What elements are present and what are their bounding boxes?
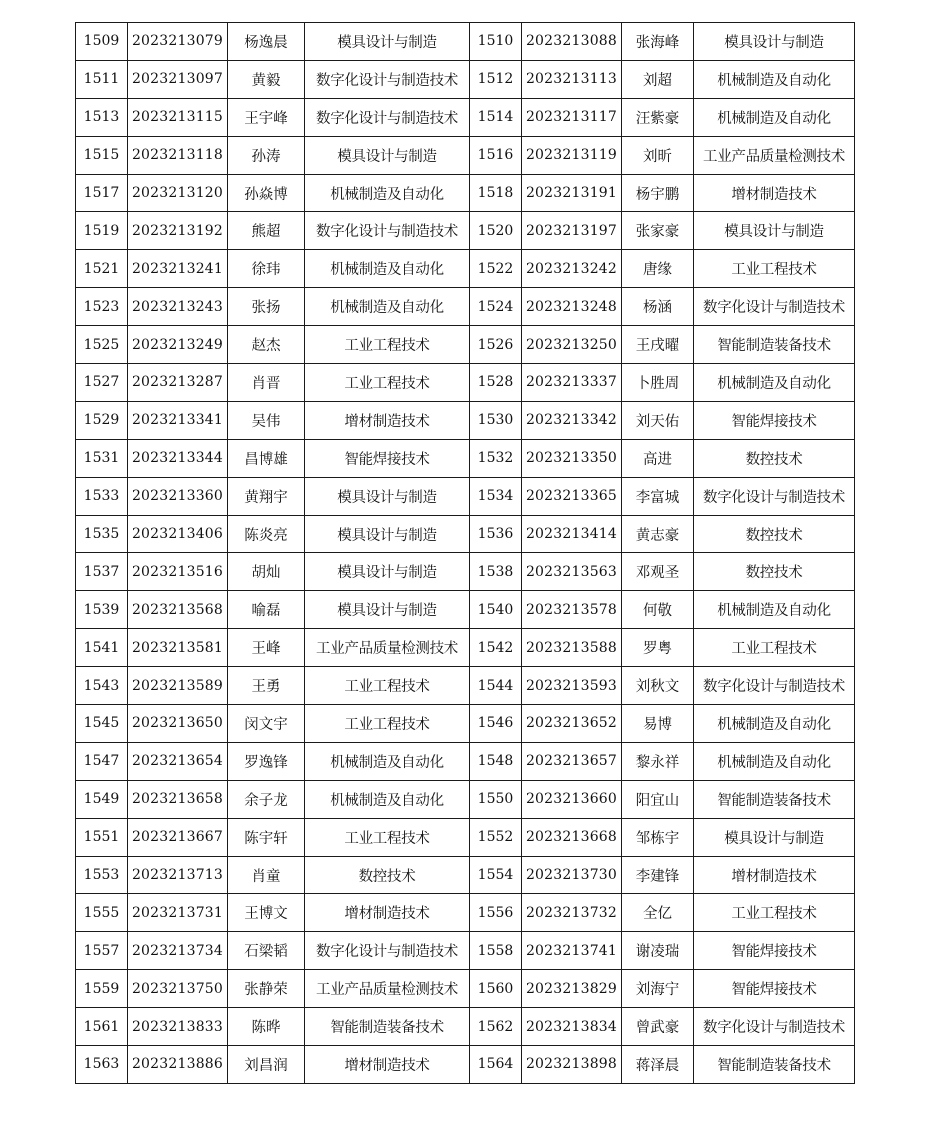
seq-number-cell: 1529 [76, 401, 128, 439]
seq-number-cell: 1538 [470, 553, 522, 591]
table-row [76, 23, 855, 61]
major-cell: 智能制造装备技术 [694, 780, 855, 818]
student-name-cell: 何敬 [622, 591, 694, 629]
student-id-cell: 2023213243 [128, 288, 228, 326]
seq-number-cell: 1530 [470, 401, 522, 439]
student-id-cell: 2023213406 [128, 515, 228, 553]
major-cell: 机械制造及自动化 [694, 705, 855, 743]
student-name-cell: 陈炎亮 [228, 515, 305, 553]
student-name-cell: 吴伟 [228, 401, 305, 439]
table-row [76, 212, 855, 250]
student-name-cell: 黄翔宇 [228, 477, 305, 515]
table-row [76, 780, 855, 818]
student-name-cell: 李富城 [622, 477, 694, 515]
seq-number-cell: 1559 [76, 970, 128, 1008]
major-cell: 数控技术 [694, 553, 855, 591]
student-name-cell: 熊超 [228, 212, 305, 250]
student-name-cell: 陈宇轩 [228, 818, 305, 856]
major-cell: 机械制造及自动化 [305, 780, 470, 818]
seq-number-cell: 1518 [470, 174, 522, 212]
seq-number-cell: 1558 [470, 932, 522, 970]
roster-body [76, 23, 855, 1084]
student-id-cell: 2023213730 [522, 856, 622, 894]
student-name-cell: 刘超 [622, 60, 694, 98]
seq-number-cell: 1562 [470, 1008, 522, 1046]
student-id-cell: 2023213197 [522, 212, 622, 250]
table-row [76, 136, 855, 174]
table-row [76, 894, 855, 932]
student-id-cell: 2023213342 [522, 401, 622, 439]
major-cell: 模具设计与制造 [694, 212, 855, 250]
seq-number-cell: 1537 [76, 553, 128, 591]
table-row [76, 1046, 855, 1084]
student-name-cell: 罗逸锋 [228, 742, 305, 780]
major-cell: 增材制造技术 [305, 401, 470, 439]
table-row [76, 742, 855, 780]
seq-number-cell: 1523 [76, 288, 128, 326]
major-cell: 机械制造及自动化 [305, 250, 470, 288]
student-name-cell: 刘海宁 [622, 970, 694, 1008]
major-cell: 机械制造及自动化 [694, 98, 855, 136]
table-row [76, 326, 855, 364]
student-name-cell: 黄志豪 [622, 515, 694, 553]
seq-number-cell: 1551 [76, 818, 128, 856]
seq-number-cell: 1511 [76, 60, 128, 98]
seq-number-cell: 1509 [76, 23, 128, 61]
seq-number-cell: 1532 [470, 439, 522, 477]
table-row [76, 629, 855, 667]
seq-number-cell: 1541 [76, 629, 128, 667]
major-cell: 数字化设计与制造技术 [694, 667, 855, 705]
student-id-cell: 2023213833 [128, 1008, 228, 1046]
major-cell: 模具设计与制造 [305, 136, 470, 174]
major-cell: 数控技术 [305, 856, 470, 894]
student-id-cell: 2023213117 [522, 98, 622, 136]
student-name-cell: 王博文 [228, 894, 305, 932]
seq-number-cell: 1516 [470, 136, 522, 174]
student-name-cell: 王宇峰 [228, 98, 305, 136]
student-id-cell: 2023213079 [128, 23, 228, 61]
seq-number-cell: 1545 [76, 705, 128, 743]
major-cell: 智能制造装备技术 [305, 1008, 470, 1046]
student-name-cell: 石梁韬 [228, 932, 305, 970]
student-name-cell: 孙焱博 [228, 174, 305, 212]
seq-number-cell: 1547 [76, 742, 128, 780]
major-cell: 智能制造装备技术 [694, 1046, 855, 1084]
student-name-cell: 赵杰 [228, 326, 305, 364]
student-id-cell: 2023213414 [522, 515, 622, 553]
seq-number-cell: 1560 [470, 970, 522, 1008]
seq-number-cell: 1526 [470, 326, 522, 364]
major-cell: 工业产品质量检测技术 [305, 629, 470, 667]
seq-number-cell: 1525 [76, 326, 128, 364]
student-id-cell: 2023213118 [128, 136, 228, 174]
student-name-cell: 王戌曜 [622, 326, 694, 364]
major-cell: 模具设计与制造 [305, 591, 470, 629]
student-id-cell: 2023213654 [128, 742, 228, 780]
student-id-cell: 2023213741 [522, 932, 622, 970]
student-name-cell: 王峰 [228, 629, 305, 667]
seq-number-cell: 1556 [470, 894, 522, 932]
student-name-cell: 刘天佑 [622, 401, 694, 439]
major-cell: 数控技术 [694, 439, 855, 477]
major-cell: 数字化设计与制造技术 [305, 98, 470, 136]
seq-number-cell: 1534 [470, 477, 522, 515]
student-name-cell: 余子龙 [228, 780, 305, 818]
student-id-cell: 2023213660 [522, 780, 622, 818]
table-row [76, 288, 855, 326]
student-id-cell: 2023213898 [522, 1046, 622, 1084]
major-cell: 模具设计与制造 [694, 818, 855, 856]
student-id-cell: 2023213563 [522, 553, 622, 591]
student-id-cell: 2023213097 [128, 60, 228, 98]
student-id-cell: 2023213568 [128, 591, 228, 629]
table-row [76, 591, 855, 629]
student-name-cell: 黎永祥 [622, 742, 694, 780]
student-name-cell: 张家豪 [622, 212, 694, 250]
student-id-cell: 2023213191 [522, 174, 622, 212]
major-cell: 机械制造及自动化 [694, 742, 855, 780]
student-name-cell: 高进 [622, 439, 694, 477]
table-row [76, 818, 855, 856]
student-name-cell: 李建锋 [622, 856, 694, 894]
major-cell: 数控技术 [694, 515, 855, 553]
seq-number-cell: 1543 [76, 667, 128, 705]
student-id-cell: 2023213113 [522, 60, 622, 98]
major-cell: 机械制造及自动化 [305, 288, 470, 326]
major-cell: 智能制造装备技术 [694, 326, 855, 364]
seq-number-cell: 1519 [76, 212, 128, 250]
seq-number-cell: 1524 [470, 288, 522, 326]
major-cell: 增材制造技术 [694, 856, 855, 894]
seq-number-cell: 1544 [470, 667, 522, 705]
student-name-cell: 杨涵 [622, 288, 694, 326]
seq-number-cell: 1515 [76, 136, 128, 174]
major-cell: 数字化设计与制造技术 [305, 932, 470, 970]
student-name-cell: 邓观圣 [622, 553, 694, 591]
table-row [76, 401, 855, 439]
student-name-cell: 杨宇鹏 [622, 174, 694, 212]
table-row [76, 98, 855, 136]
table-row [76, 477, 855, 515]
seq-number-cell: 1555 [76, 894, 128, 932]
student-name-cell: 罗粤 [622, 629, 694, 667]
major-cell: 机械制造及自动化 [305, 742, 470, 780]
student-id-cell: 2023213886 [128, 1046, 228, 1084]
table-row [76, 60, 855, 98]
student-id-cell: 2023213713 [128, 856, 228, 894]
major-cell: 数字化设计与制造技术 [694, 288, 855, 326]
seq-number-cell: 1557 [76, 932, 128, 970]
seq-number-cell: 1533 [76, 477, 128, 515]
student-name-cell: 杨逸晨 [228, 23, 305, 61]
seq-number-cell: 1536 [470, 515, 522, 553]
table-row [76, 932, 855, 970]
student-id-cell: 2023213581 [128, 629, 228, 667]
major-cell: 机械制造及自动化 [694, 364, 855, 402]
student-id-cell: 2023213750 [128, 970, 228, 1008]
table-row [76, 515, 855, 553]
major-cell: 机械制造及自动化 [305, 174, 470, 212]
seq-number-cell: 1512 [470, 60, 522, 98]
major-cell: 模具设计与制造 [305, 23, 470, 61]
table-row [76, 705, 855, 743]
student-name-cell: 阳宜山 [622, 780, 694, 818]
student-id-cell: 2023213731 [128, 894, 228, 932]
student-id-cell: 2023213115 [128, 98, 228, 136]
student-name-cell: 张扬 [228, 288, 305, 326]
seq-number-cell: 1513 [76, 98, 128, 136]
student-name-cell: 陈晔 [228, 1008, 305, 1046]
student-name-cell: 肖晋 [228, 364, 305, 402]
student-id-cell: 2023213249 [128, 326, 228, 364]
student-name-cell: 张静荣 [228, 970, 305, 1008]
major-cell: 模具设计与制造 [305, 553, 470, 591]
seq-number-cell: 1563 [76, 1046, 128, 1084]
major-cell: 增材制造技术 [305, 894, 470, 932]
student-id-cell: 2023213248 [522, 288, 622, 326]
major-cell: 数字化设计与制造技术 [305, 60, 470, 98]
student-name-cell: 蒋泽晨 [622, 1046, 694, 1084]
major-cell: 智能焊接技术 [694, 970, 855, 1008]
table-row [76, 364, 855, 402]
seq-number-cell: 1527 [76, 364, 128, 402]
table-row [76, 439, 855, 477]
student-name-cell: 肖童 [228, 856, 305, 894]
seq-number-cell: 1522 [470, 250, 522, 288]
student-id-cell: 2023213652 [522, 705, 622, 743]
seq-number-cell: 1535 [76, 515, 128, 553]
seq-number-cell: 1528 [470, 364, 522, 402]
major-cell: 增材制造技术 [694, 174, 855, 212]
student-id-cell: 2023213589 [128, 667, 228, 705]
seq-number-cell: 1520 [470, 212, 522, 250]
student-name-cell: 卜胜周 [622, 364, 694, 402]
student-name-cell: 曾武豪 [622, 1008, 694, 1046]
seq-number-cell: 1531 [76, 439, 128, 477]
major-cell: 数字化设计与制造技术 [694, 1008, 855, 1046]
major-cell: 工业工程技术 [305, 705, 470, 743]
major-cell: 工业工程技术 [305, 326, 470, 364]
student-name-cell: 刘秋文 [622, 667, 694, 705]
seq-number-cell: 1554 [470, 856, 522, 894]
student-id-cell: 2023213829 [522, 970, 622, 1008]
student-id-cell: 2023213732 [522, 894, 622, 932]
student-name-cell: 汪紫豪 [622, 98, 694, 136]
student-name-cell: 王勇 [228, 667, 305, 705]
major-cell: 模具设计与制造 [694, 23, 855, 61]
student-id-cell: 2023213588 [522, 629, 622, 667]
student-id-cell: 2023213668 [522, 818, 622, 856]
table-row [76, 970, 855, 1008]
major-cell: 智能焊接技术 [694, 401, 855, 439]
seq-number-cell: 1510 [470, 23, 522, 61]
major-cell: 机械制造及自动化 [694, 591, 855, 629]
major-cell: 工业工程技术 [305, 364, 470, 402]
student-id-cell: 2023213119 [522, 136, 622, 174]
seq-number-cell: 1542 [470, 629, 522, 667]
seq-number-cell: 1548 [470, 742, 522, 780]
student-name-cell: 闵文宇 [228, 705, 305, 743]
student-name-cell: 黄毅 [228, 60, 305, 98]
student-id-cell: 2023213242 [522, 250, 622, 288]
student-name-cell: 唐缘 [622, 250, 694, 288]
seq-number-cell: 1514 [470, 98, 522, 136]
major-cell: 模具设计与制造 [305, 477, 470, 515]
table-row [76, 553, 855, 591]
student-id-cell: 2023213834 [522, 1008, 622, 1046]
student-id-cell: 2023213120 [128, 174, 228, 212]
seq-number-cell: 1517 [76, 174, 128, 212]
student-name-cell: 谢凌瑞 [622, 932, 694, 970]
seq-number-cell: 1552 [470, 818, 522, 856]
student-id-cell: 2023213287 [128, 364, 228, 402]
student-id-cell: 2023213360 [128, 477, 228, 515]
table-row [76, 856, 855, 894]
major-cell: 工业工程技术 [694, 629, 855, 667]
student-id-cell: 2023213365 [522, 477, 622, 515]
student-id-cell: 2023213192 [128, 212, 228, 250]
major-cell: 工业工程技术 [305, 818, 470, 856]
table-row [76, 1008, 855, 1046]
major-cell: 工业工程技术 [694, 894, 855, 932]
student-id-cell: 2023213578 [522, 591, 622, 629]
student-name-cell: 全亿 [622, 894, 694, 932]
major-cell: 工业工程技术 [305, 667, 470, 705]
student-id-cell: 2023213650 [128, 705, 228, 743]
major-cell: 工业产品质量检测技术 [305, 970, 470, 1008]
seq-number-cell: 1539 [76, 591, 128, 629]
student-id-cell: 2023213241 [128, 250, 228, 288]
student-roster-table [75, 22, 855, 1084]
major-cell: 数字化设计与制造技术 [694, 477, 855, 515]
student-id-cell: 2023213657 [522, 742, 622, 780]
student-name-cell: 喻磊 [228, 591, 305, 629]
major-cell: 模具设计与制造 [305, 515, 470, 553]
seq-number-cell: 1549 [76, 780, 128, 818]
student-id-cell: 2023213337 [522, 364, 622, 402]
student-name-cell: 胡灿 [228, 553, 305, 591]
student-id-cell: 2023213344 [128, 439, 228, 477]
seq-number-cell: 1561 [76, 1008, 128, 1046]
seq-number-cell: 1564 [470, 1046, 522, 1084]
student-id-cell: 2023213593 [522, 667, 622, 705]
major-cell: 机械制造及自动化 [694, 60, 855, 98]
student-name-cell: 张海峰 [622, 23, 694, 61]
student-name-cell: 昌博雄 [228, 439, 305, 477]
student-id-cell: 2023213350 [522, 439, 622, 477]
student-id-cell: 2023213341 [128, 401, 228, 439]
student-name-cell: 孙涛 [228, 136, 305, 174]
table-row [76, 250, 855, 288]
seq-number-cell: 1550 [470, 780, 522, 818]
major-cell: 智能焊接技术 [305, 439, 470, 477]
major-cell: 工业产品质量检测技术 [694, 136, 855, 174]
seq-number-cell: 1540 [470, 591, 522, 629]
student-id-cell: 2023213088 [522, 23, 622, 61]
seq-number-cell: 1546 [470, 705, 522, 743]
student-id-cell: 2023213658 [128, 780, 228, 818]
table-row [76, 667, 855, 705]
student-name-cell: 易博 [622, 705, 694, 743]
student-name-cell: 徐玮 [228, 250, 305, 288]
student-name-cell: 刘昌润 [228, 1046, 305, 1084]
student-name-cell: 刘昕 [622, 136, 694, 174]
major-cell: 工业工程技术 [694, 250, 855, 288]
major-cell: 数字化设计与制造技术 [305, 212, 470, 250]
table-row [76, 174, 855, 212]
seq-number-cell: 1521 [76, 250, 128, 288]
student-id-cell: 2023213734 [128, 932, 228, 970]
student-id-cell: 2023213667 [128, 818, 228, 856]
student-name-cell: 邹栋宇 [622, 818, 694, 856]
student-id-cell: 2023213516 [128, 553, 228, 591]
student-id-cell: 2023213250 [522, 326, 622, 364]
seq-number-cell: 1553 [76, 856, 128, 894]
major-cell: 增材制造技术 [305, 1046, 470, 1084]
major-cell: 智能焊接技术 [694, 932, 855, 970]
